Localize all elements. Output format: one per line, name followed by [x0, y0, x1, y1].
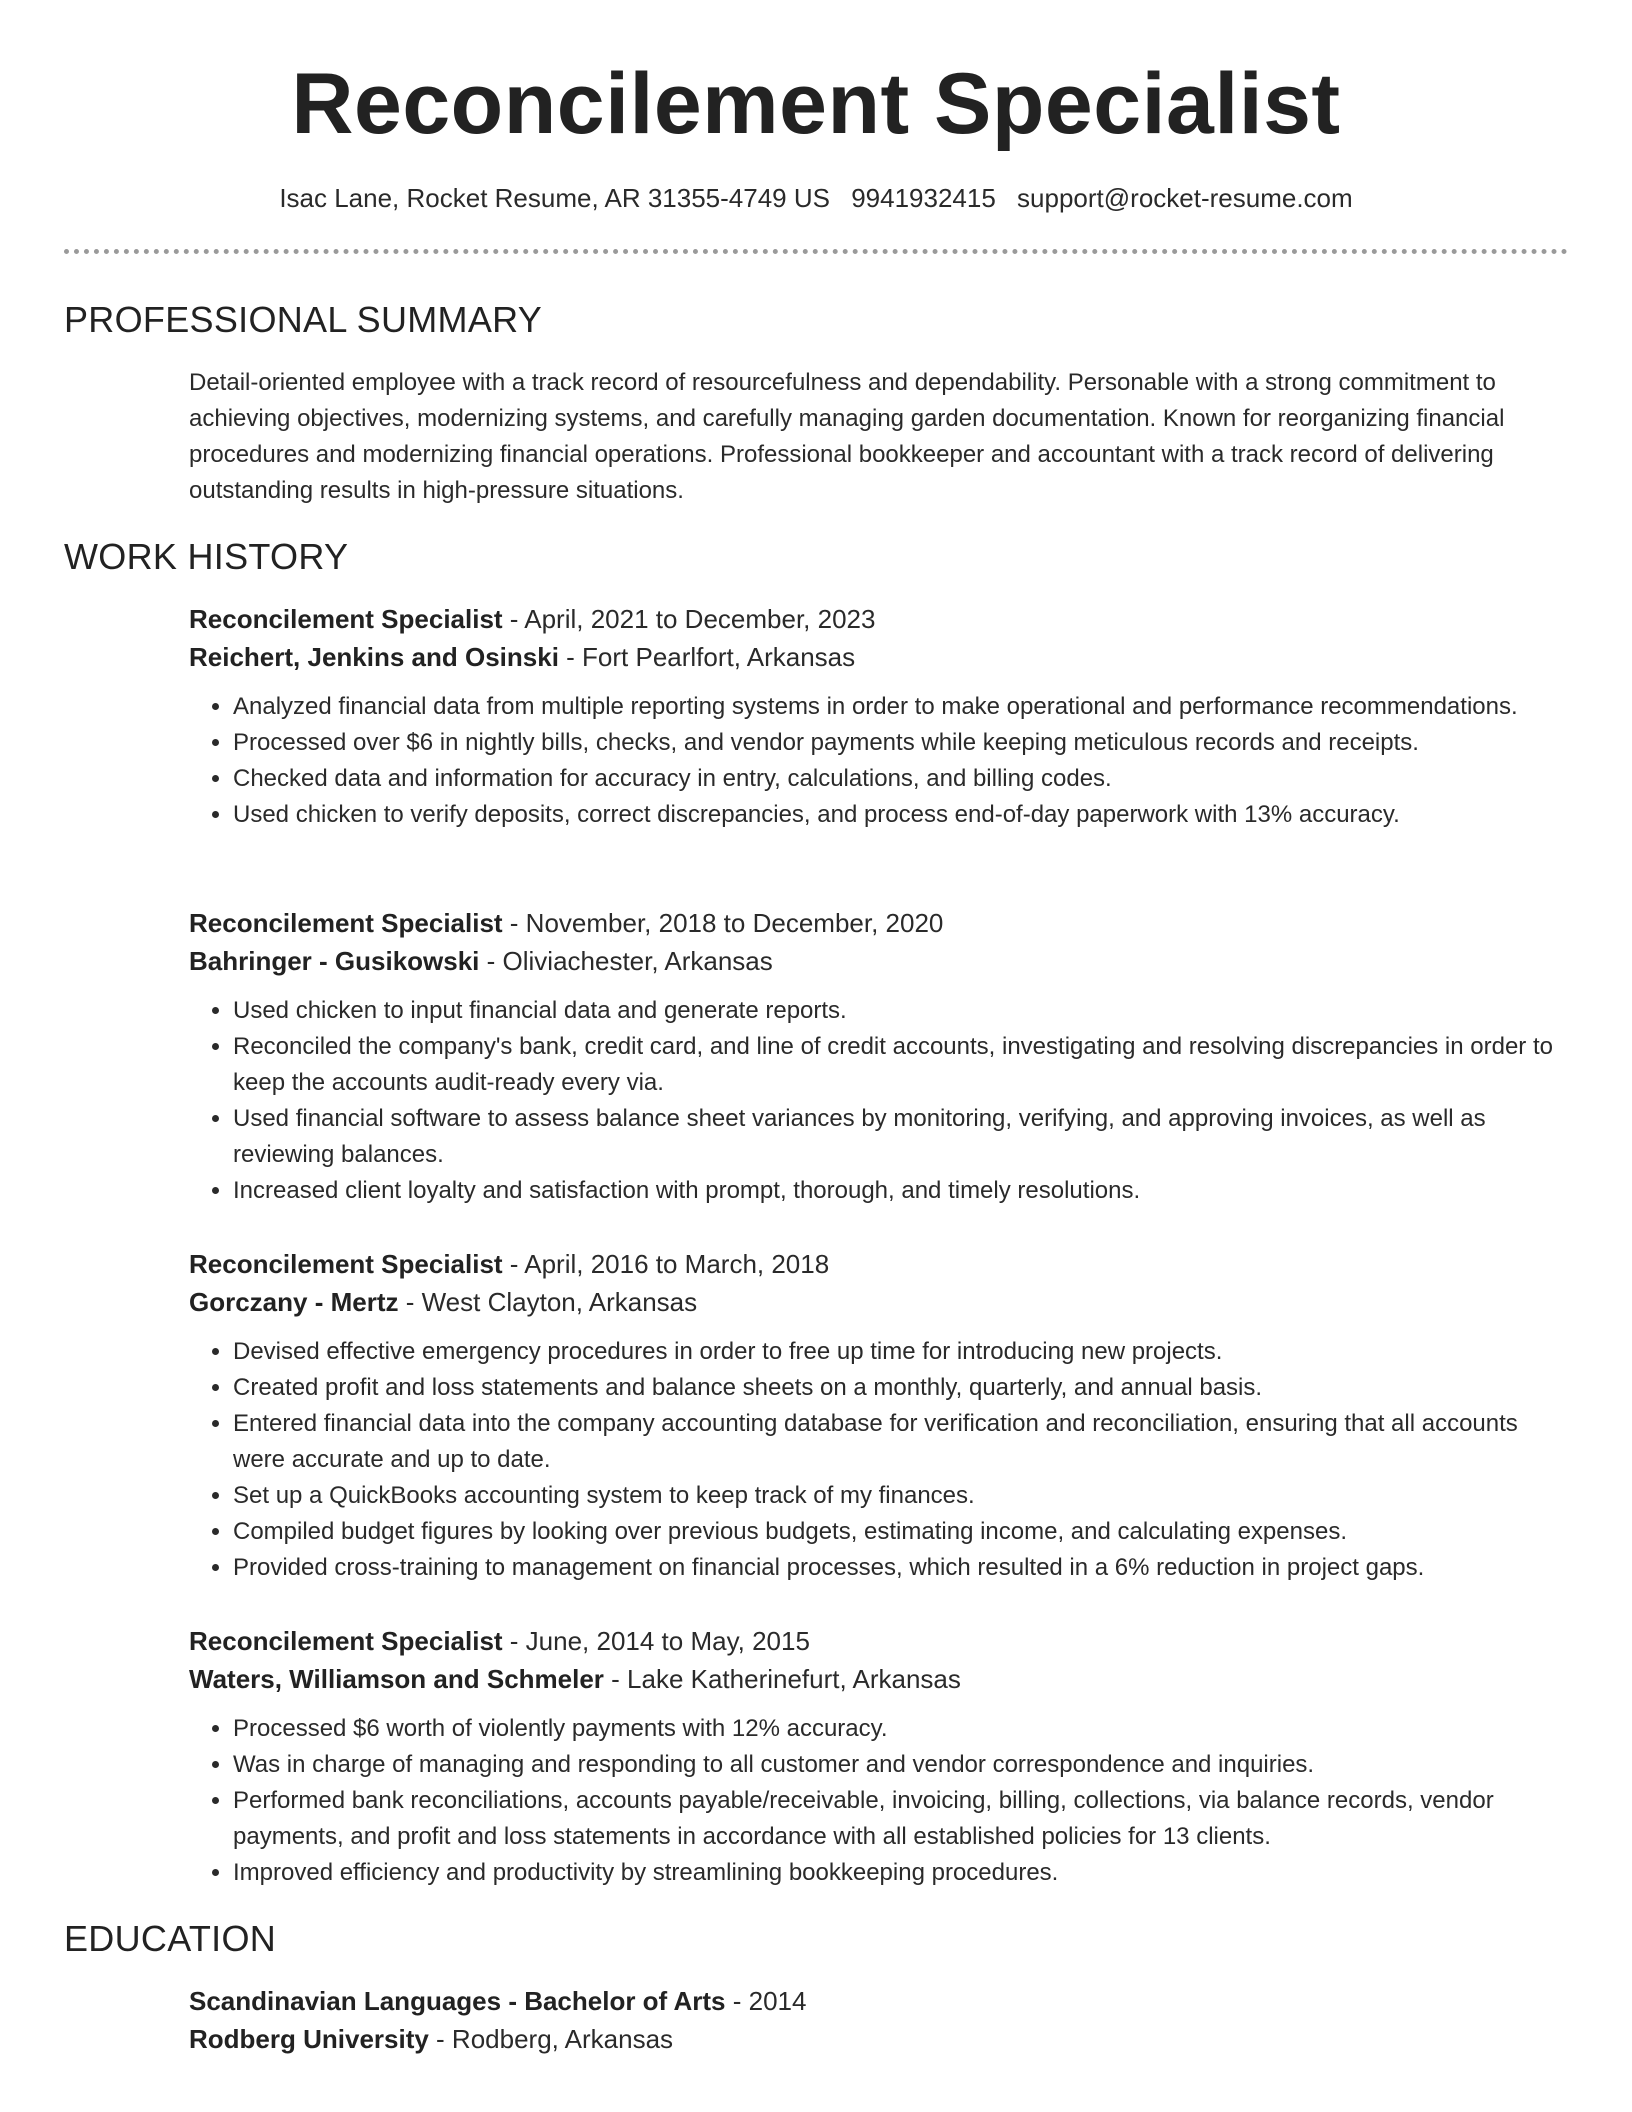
job-bullet: • Compiled budget figures by looking over previous budgets, estimating income, and calculating expenses.	[233, 1514, 1569, 1550]
job-location: - Oliviachester, Arkansas	[479, 946, 773, 976]
job-entry	[189, 1622, 1569, 1891]
job-bullet: • Created profit and loss statements and balance sheets on a monthly, quarterly, and annual basis.	[233, 1370, 1569, 1406]
job-role-line	[189, 600, 1569, 638]
contact-phone: 9941932415	[851, 183, 996, 213]
education-year: - 2014	[725, 1986, 807, 2016]
job-role: Reconcilement Specialist	[189, 604, 503, 634]
section-title-work-history: WORK HISTORY	[64, 536, 349, 577]
contact-email: support@rocket-resume.com	[1017, 183, 1353, 213]
job-entry	[189, 600, 1569, 833]
job-company: Waters, Williamson and Schmeler	[189, 1664, 604, 1694]
job-entry	[189, 1245, 1569, 1586]
contact-line	[0, 180, 1632, 216]
job-dates: - June, 2014 to May, 2015	[502, 1626, 810, 1656]
job-bullets	[189, 1334, 1569, 1586]
job-role: Reconcilement Specialist	[189, 1249, 503, 1279]
education-location: - Rodberg, Arkansas	[428, 2024, 674, 2054]
job-location: - West Clayton, Arkansas	[398, 1287, 698, 1317]
education-degree: Scandinavian Languages - Bachelor of Arts	[189, 1986, 726, 2016]
summary-text: Detail-oriented employee with a track record of resourcefulness and dependability. Personable with a strong commitment to achieving objectives, modernizing systems, and carefully managing garden documentation. Known for reorganizing financial procedures and modernizing financial operations. Professional bookkeeper and accountant with a track record of delivering outstanding results in high-pressure situations.	[189, 369, 1505, 504]
job-role-line	[189, 1622, 1569, 1660]
job-role: Reconcilement Specialist	[189, 1626, 503, 1656]
section-title-education: EDUCATION	[64, 1918, 277, 1959]
job-dates: - April, 2021 to December, 2023	[502, 604, 876, 634]
job-role: Reconcilement Specialist	[189, 908, 503, 938]
job-bullet: • Provided cross-training to management on financial processes, which resulted in a 6% reduction in project gaps.	[233, 1550, 1569, 1586]
job-bullet: • Processed $6 worth of violently payments with 12% accuracy.	[233, 1711, 1569, 1747]
job-company: Bahringer - Gusikowski	[189, 946, 480, 976]
job-role-line	[189, 904, 1569, 942]
contact-address: Isac Lane, Rocket Resume, AR 31355-4749 US	[279, 183, 830, 213]
job-bullet: • Used chicken to verify deposits, correct discrepancies, and process end-of-day paperwork with 13% accuracy.	[233, 797, 1569, 833]
job-entry	[189, 904, 1569, 1209]
job-bullet: • Set up a QuickBooks accounting system to keep track of my finances.	[233, 1478, 1569, 1514]
education-school-line	[189, 2020, 1569, 2058]
job-company-line	[189, 638, 1569, 676]
job-company-line	[189, 1283, 1569, 1321]
job-company-line	[189, 942, 1569, 980]
job-bullets	[189, 1711, 1569, 1891]
job-bullet: • Performed bank reconciliations, accounts payable/receivable, invoicing, billing, collections, via balance records, vendor payments, and profit and loss statements in accordance with all established policies for 13 clients.	[233, 1783, 1569, 1855]
job-bullet: • Processed over $6 in nightly bills, checks, and vendor payments while keeping meticulous records and receipts.	[233, 725, 1569, 761]
job-bullets	[189, 689, 1569, 833]
job-company: Gorczany - Mertz	[189, 1287, 399, 1317]
education-school: Rodberg University	[189, 2024, 429, 2054]
job-bullet: • Used chicken to input financial data and generate reports.	[233, 993, 1569, 1029]
job-bullet: • Entered financial data into the company accounting database for verification and reconciliation, ensuring that all accounts were accurate and up to date.	[233, 1406, 1569, 1478]
education-entry	[189, 1982, 1569, 2058]
job-bullet: • Used financial software to assess balance sheet variances by monitoring, verifying, and approving invoices, as well as reviewing balances.	[233, 1101, 1569, 1173]
job-bullet: • Analyzed financial data from multiple reporting systems in order to make operational and performance recommendations.	[233, 689, 1569, 725]
job-bullet: • Was in charge of managing and responding to all customer and vendor correspondence and inquiries.	[233, 1747, 1569, 1783]
job-bullet: • Reconciled the company's bank, credit card, and line of credit accounts, investigating and resolving discrepancies in order to keep the accounts audit-ready every via.	[233, 1029, 1569, 1101]
job-bullet: • Devised effective emergency procedures in order to free up time for introducing new projects.	[233, 1334, 1569, 1370]
resume-title: Reconcilement Specialist	[291, 56, 1341, 152]
job-company-line	[189, 1660, 1569, 1698]
job-dates: - November, 2018 to December, 2020	[502, 908, 944, 938]
job-company: Reichert, Jenkins and Osinski	[189, 642, 559, 672]
job-bullets	[189, 993, 1569, 1209]
job-bullet: • Improved efficiency and productivity by streamlining bookkeeping procedures.	[233, 1855, 1569, 1891]
job-bullet: • Checked data and information for accuracy in entry, calculations, and billing codes.	[233, 761, 1569, 797]
job-role-line	[189, 1245, 1569, 1283]
job-location: - Fort Pearlfort, Arkansas	[558, 642, 856, 672]
section-title-summary: PROFESSIONAL SUMMARY	[64, 299, 543, 340]
job-dates: - April, 2016 to March, 2018	[502, 1249, 830, 1279]
header-divider	[64, 249, 1568, 254]
education-degree-line	[189, 1982, 1569, 2020]
job-bullet: • Increased client loyalty and satisfaction with prompt, thorough, and timely resolutions.	[233, 1173, 1569, 1209]
job-location: - Lake Katherinefurt, Arkansas	[603, 1664, 961, 1694]
